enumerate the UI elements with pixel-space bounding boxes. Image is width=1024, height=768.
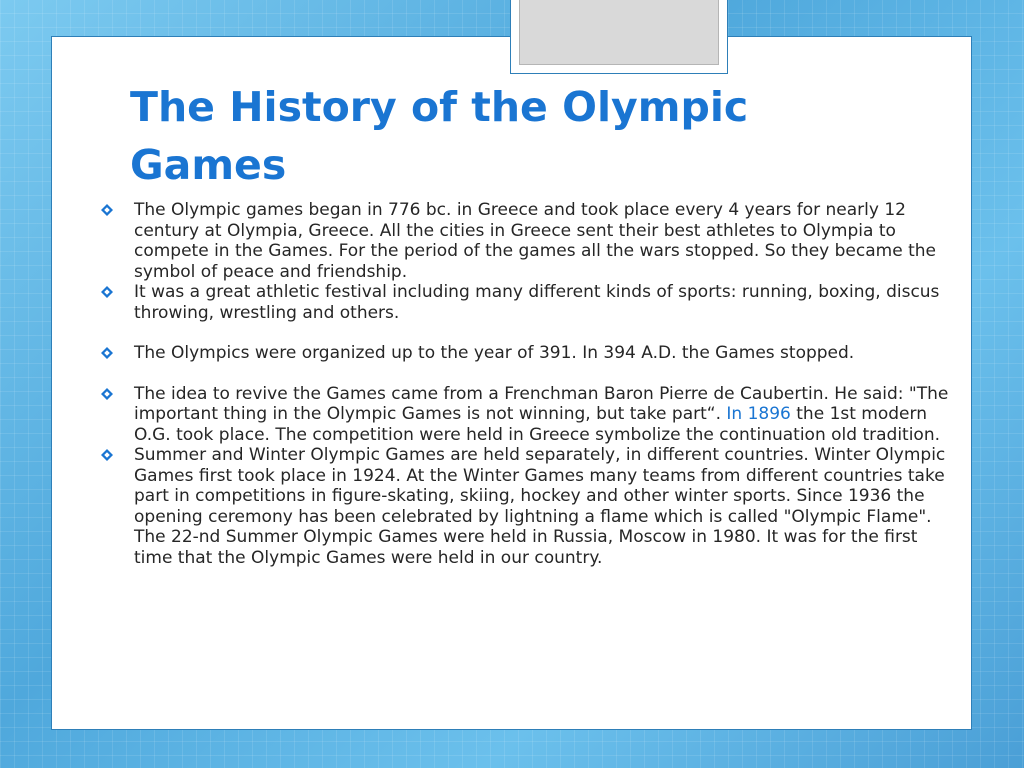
bullet-text-before-link: The idea to revive the Games came from a Frenchman Baron Pierre de Caubertin. He said: "The important thing in the Olympic Games is not winning, but take part“. [134,383,949,424]
diamond-bullet-icon [100,448,114,462]
year-1896-link[interactable]: In 1896 [726,404,791,424]
top-decorative-tab [510,0,728,74]
bullet-text: Summer and Winter Olympic Games are held separately, in different countries. Winter Olympic Games first took place in 1924. At the Winter Games many teams from different countries take part in competitions in figure-skating, skiing, hockey and other winter sports. Since 1936 the opening ceremony has been celebrated by lightning a flame which is called "Olympic Flame". The 22-nd Summer Olympic Games were held in Russia, Moscow in 1980. It was for the first time that the Olympic Games were held in our country. [134,445,946,568]
bullet-item-3 [100,343,960,364]
diamond-bullet-icon [100,387,114,401]
bullet-item-1 [100,200,960,282]
diamond-bullet-icon [100,203,114,217]
top-tab-inner [519,0,719,65]
diamond-bullet-icon [100,285,114,299]
diamond-bullet-icon [100,346,114,360]
slide-title: The History of the Olympic Games [130,83,749,189]
bullet-item-4 [100,384,960,446]
bullet-text-after-link: the 1st modern O.G. took place. The competition were held in Greece symbolize the continuation old tradition. [134,404,941,445]
bullet-item-5 [100,445,960,568]
bullet-text: The Olympics were organized up to the year of 391. In 394 A.D. the Games stopped. [134,343,855,363]
bullet-text: The Olympic games began in 776 bc. in Greece and took place every 4 years for nearly 12 century at Olympia, Greece. All the cities in Greece sent their best athletes to Olympia to compete in the Games. For the period of the games all the wars stopped. So they became the symbol of peace and friendship. [134,200,936,282]
bullet-item-2 [100,282,960,323]
bullet-text: It was a great athletic festival including many different kinds of sports: running, boxing, discus throwing, wrestling and others. [134,282,940,323]
bullet-list [100,200,960,568]
